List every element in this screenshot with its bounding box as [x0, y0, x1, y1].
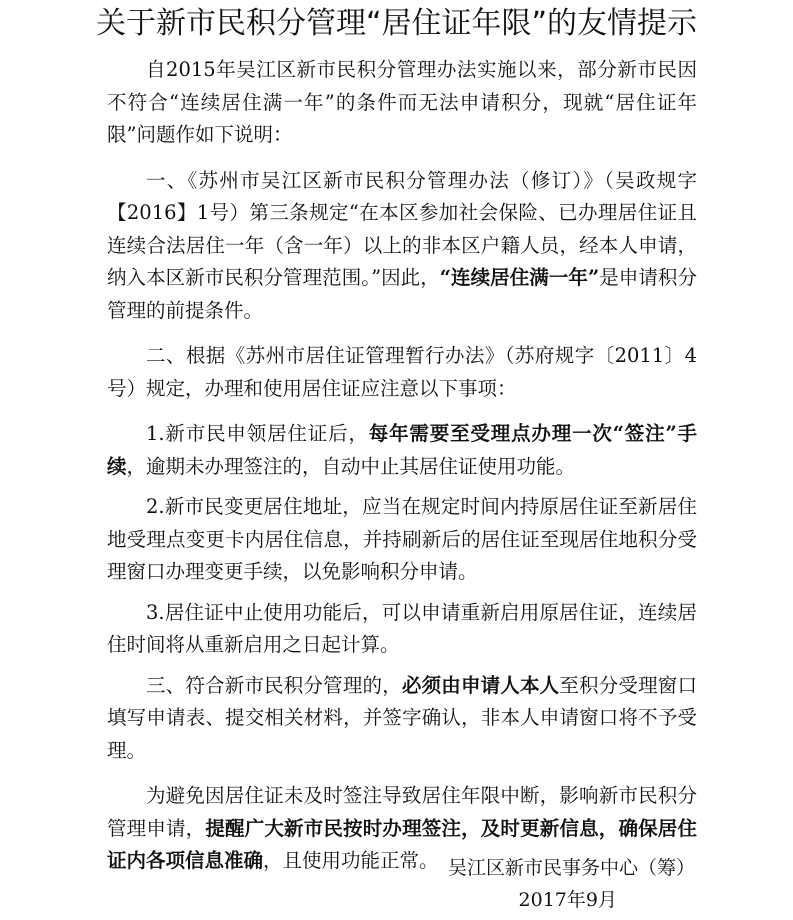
paragraph	[107, 491, 697, 589]
emphasis-text: 每年需要至受理点办理一次“签注”手续	[107, 422, 698, 478]
emphasis-text: 提醒广大新市民按时办理签注，及时更新信息，确保居住证内各项信息准确	[107, 816, 697, 872]
signature-org: 吴江区新市民事务中心（筹）	[447, 857, 695, 879]
paragraph-text: ，逾期未办理签注的，自动中止其居住证使用功能。	[126, 454, 576, 478]
paragraph	[107, 340, 697, 405]
emphasis-text: “连续居住满一年”	[439, 266, 600, 289]
paragraph-text: 二、根据《苏州市居住证管理暂行办法》（苏府规字〔2011〕4号）规定，办理和使用居住证应注意以下事项：	[107, 344, 697, 400]
paragraph-text: 三、符合新市民积分管理的，	[146, 673, 402, 697]
paragraph-text: 1.新市民申领居住证后，	[146, 422, 369, 445]
paragraph	[107, 670, 697, 768]
signature-date: 2017年9月	[518, 889, 617, 911]
paragraph-text: 是申请积分管理的前提条件。	[107, 266, 697, 322]
document-title: 关于新市民积分管理“居住证年限”的友情提示	[95, 6, 698, 41]
paragraph-text: ，且使用功能正常。	[263, 849, 439, 872]
signature-block	[448, 852, 695, 916]
paragraph	[107, 54, 697, 152]
document-body	[107, 54, 697, 891]
paragraph	[107, 597, 697, 662]
paragraph	[107, 418, 697, 483]
paragraph	[107, 165, 697, 328]
paragraph-text: 2.新市民变更居住地址，应当在规定时间内持原居住证至新居住地受理点变更卡内居住信息，并持刷新后的居住证至现居住地积分受理窗口办理变更手续，以免影响积分申请。	[107, 495, 697, 583]
emphasis-text: 必须由申请人本人	[401, 673, 560, 697]
paragraph-text: 为避免因居住证未及时签注导致居住年限中断，影响新市民积分管理申请，	[107, 784, 697, 840]
paragraph-text: 自2015年吴江区新市民积分管理办法实施以来，部分新市民因不符合“连续居住满一年”的条件而无法申请积分，现就“居住证年限”问题作如下说明：	[107, 58, 697, 146]
paragraph-text: 3.居住证中止使用功能后，可以申请重新启用原居住证，连续居住时间将从重新启用之日起计算。	[107, 600, 697, 656]
paragraph-text: 至积分受理窗口填写申请表、提交相关材料，并签字确认，非本人申请窗口将不予受理。	[107, 673, 697, 762]
paragraph-text: 一、《苏州市吴江区新市民积分管理办法（修订）》（吴政规字【2016】1号）第三条规定“在本区参加社会保险、已办理居住证且连续合法居住一年（含一年）以上的非本区户籍人员，经本人申请，纳入本区新市民积分管理范围。”因此，	[107, 168, 697, 289]
